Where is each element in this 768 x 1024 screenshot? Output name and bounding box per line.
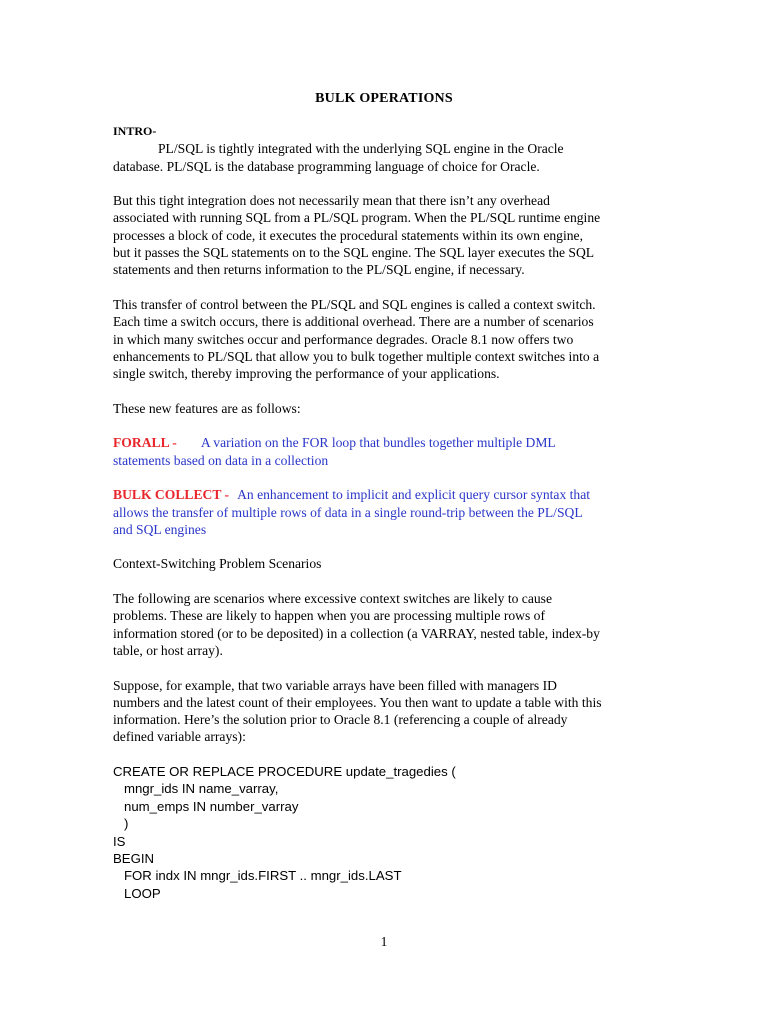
text-line: The following are scenarios where excessive context switches are likely to cause <box>113 591 552 607</box>
code-line: IS <box>113 833 126 849</box>
bulk-collect-description: allows the transfer of multiple rows of data in a single round-trip between the PL/SQL <box>113 504 583 520</box>
bulk-collect-description: and SQL engines <box>113 521 207 537</box>
bulk-collect-definition <box>113 486 661 538</box>
bulk-collect-description: An enhancement to implicit and explicit query cursor syntax that <box>237 487 591 503</box>
text-line: Suppose, for example, that two variable arrays have been filled with managers ID <box>113 677 557 693</box>
code-line: FOR indx IN mngr_ids.FIRST .. mngr_ids.LAST <box>113 868 402 884</box>
text-line: defined variable arrays): <box>113 729 246 745</box>
text-line: but it passes the SQL statements on to the SQL engine. The SQL layer executes the SQL <box>113 245 595 261</box>
document-body <box>113 122 661 902</box>
code-line: BEGIN <box>113 851 155 867</box>
forall-description: A variation on the FOR loop that bundles together multiple DML <box>200 435 556 451</box>
text-line: processes a block of code, it executes the procedural statements within its own engine, <box>113 227 583 243</box>
text-line: enhancements to PL/SQL that allow you to bulk together multiple context switches into a <box>113 348 600 364</box>
intro-label: INTRO- <box>113 124 157 138</box>
features-intro: These new features are as follows: <box>113 400 301 416</box>
text-line: information stored (or to be deposited) in a collection (a VARRAY, nested table, index-by <box>113 625 600 641</box>
paragraph-scenarios <box>113 590 661 659</box>
document-title: BULK OPERATIONS <box>315 91 453 106</box>
text-line: Each time a switch occurs, there is additional overhead. There are a number of scenarios <box>113 314 594 330</box>
forall-definition <box>113 434 661 469</box>
text-line: numbers and the latest count of their employees. You then want to update a table with this <box>113 694 602 710</box>
text-line: information. Here’s the solution prior to Oracle 8.1 (referencing a couple of already <box>113 712 568 728</box>
text-line: This transfer of control between the PL/SQL and SQL engines is called a context switch. <box>113 296 596 312</box>
code-line: num_emps IN number_varray <box>113 798 299 814</box>
intro-line: database. PL/SQL is the database programming language of choice for Oracle. <box>113 158 540 174</box>
text-line: associated with running SQL from a PL/SQL program. When the PL/SQL runtime engine <box>113 210 601 226</box>
page-number: 1 <box>380 934 388 949</box>
section-subheading: Context-Switching Problem Scenarios <box>113 556 322 572</box>
text-line: in which many switches occur and performance degrades. Oracle 8.1 now offers two <box>113 331 574 347</box>
code-line: CREATE OR REPLACE PROCEDURE update_tragedies ( <box>113 763 456 779</box>
intro-line: PL/SQL is tightly integrated with the underlying SQL engine in the Oracle <box>158 141 564 157</box>
text-line: problems. These are likely to happen when you are processing multiple rows of <box>113 608 545 624</box>
code-line: ) <box>113 816 129 832</box>
text-line: single switch, thereby improving the performance of your applications. <box>113 366 500 382</box>
text-line: But this tight integration does not necessarily mean that there isn’t any overhead <box>113 193 550 209</box>
code-block <box>113 763 661 902</box>
paragraph-example <box>113 677 661 746</box>
text-line: table, or host array). <box>113 642 223 658</box>
paragraph-context-switch <box>113 296 661 382</box>
paragraph-integration-overhead <box>113 192 661 278</box>
bulk-collect-keyword: BULK COLLECT - <box>113 487 230 503</box>
forall-description: statements based on data in a collection <box>113 452 329 468</box>
code-line: mngr_ids IN name_varray, <box>113 781 279 797</box>
forall-keyword: FORALL - <box>113 435 177 451</box>
code-line: LOOP <box>113 885 161 901</box>
text-line: statements and then returns information to the PL/SQL engine, if necessary. <box>113 262 525 278</box>
